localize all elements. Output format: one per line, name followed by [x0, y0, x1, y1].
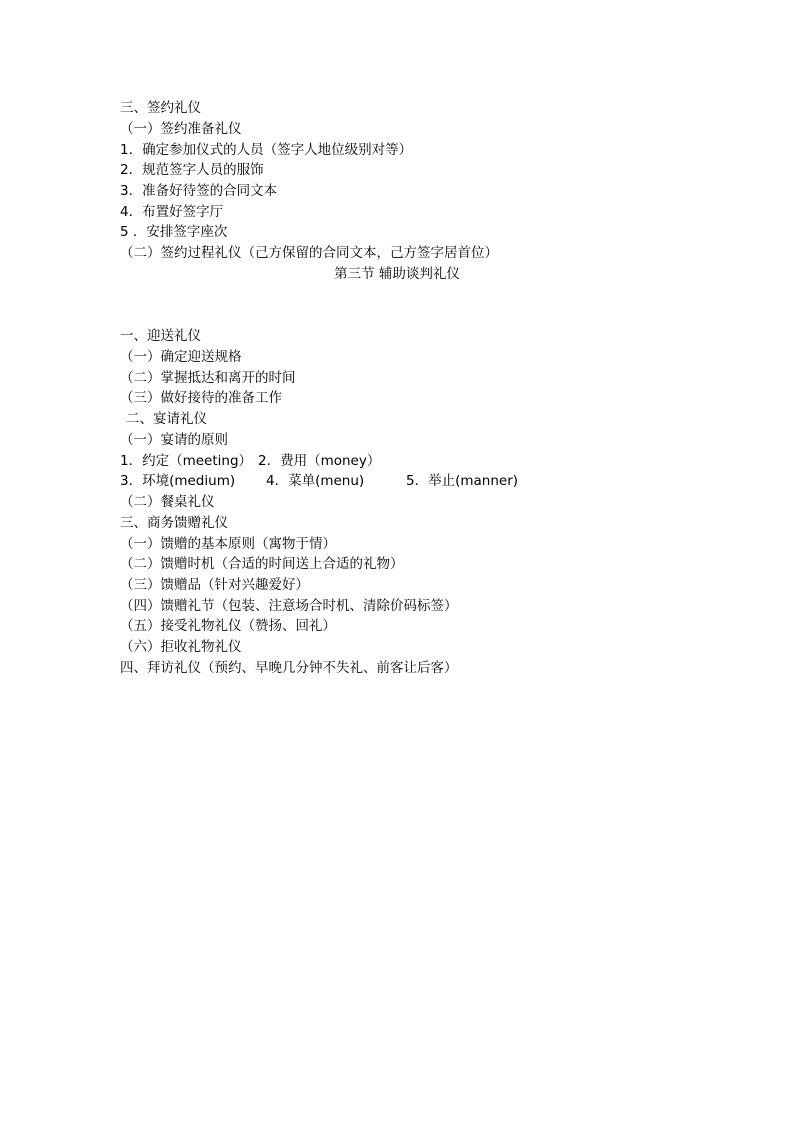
- section-heading-visits: 四、拜访礼仪（预约、早晚几分钟不失礼、前客让后客）: [120, 660, 458, 676]
- list-item: （三）做好接待的准备工作: [120, 390, 282, 406]
- section-heading-gifts: 三、商务馈赠礼仪: [120, 515, 228, 531]
- list-item: 2．规范签字人员的服饰: [120, 162, 264, 178]
- subsection-signing-prep: （一）签约准备礼仪: [120, 121, 242, 137]
- principle-item: 2．费用（money）: [258, 453, 381, 469]
- list-item: （五）接受礼物礼仪（赞扬、回礼）: [120, 618, 336, 634]
- subsection-table-manners: （二）餐桌礼仪: [120, 494, 215, 510]
- list-item: 3．准备好待签的合同文本: [120, 183, 278, 199]
- list-item: （一）确定迎送规格: [120, 349, 242, 365]
- list-item: （二）馈赠时机（合适的时间送上合适的礼物）: [120, 556, 404, 572]
- list-item: （三）馈赠品（针对兴趣爱好）: [120, 577, 309, 593]
- subsection-banquet-principles: （一）宴请的原则: [120, 432, 228, 448]
- list-item: 4．布置好签字厅: [120, 204, 224, 220]
- list-item: 5 ．安排签字座次: [120, 224, 228, 240]
- subsection-signing-process: （二）签约过程礼仪（己方保留的合同文本，己方签字居首位）: [120, 245, 498, 261]
- list-item: （四）馈赠礼节（包装、注意场合时机、清除价码标签）: [120, 598, 458, 614]
- principles-row-2: [120, 471, 540, 491]
- principle-item: 3．环境(medium): [120, 473, 236, 489]
- section-heading-welcome: 一、迎送礼仪: [120, 328, 201, 344]
- section-heading-signing: 三、签约礼仪: [120, 100, 201, 116]
- principles-row-1: [120, 451, 540, 471]
- principle-item: 1．约定（meeting）: [120, 453, 253, 469]
- principle-item: 4．菜单(menu): [266, 473, 365, 489]
- principle-item: 5．举止(manner): [406, 473, 519, 489]
- list-item: （一）馈赠的基本原则（寓物于情）: [120, 536, 336, 552]
- list-item: 1．确定参加仪式的人员（签字人地位级别对等）: [120, 142, 413, 158]
- list-item: （二）掌握抵达和离开的时间: [120, 370, 296, 386]
- chapter-heading: 第三节 辅助谈判礼仪: [334, 266, 460, 282]
- list-item: （六）拒收礼物礼仪: [120, 639, 242, 655]
- section-heading-banquet: 二、宴请礼仪: [126, 411, 207, 427]
